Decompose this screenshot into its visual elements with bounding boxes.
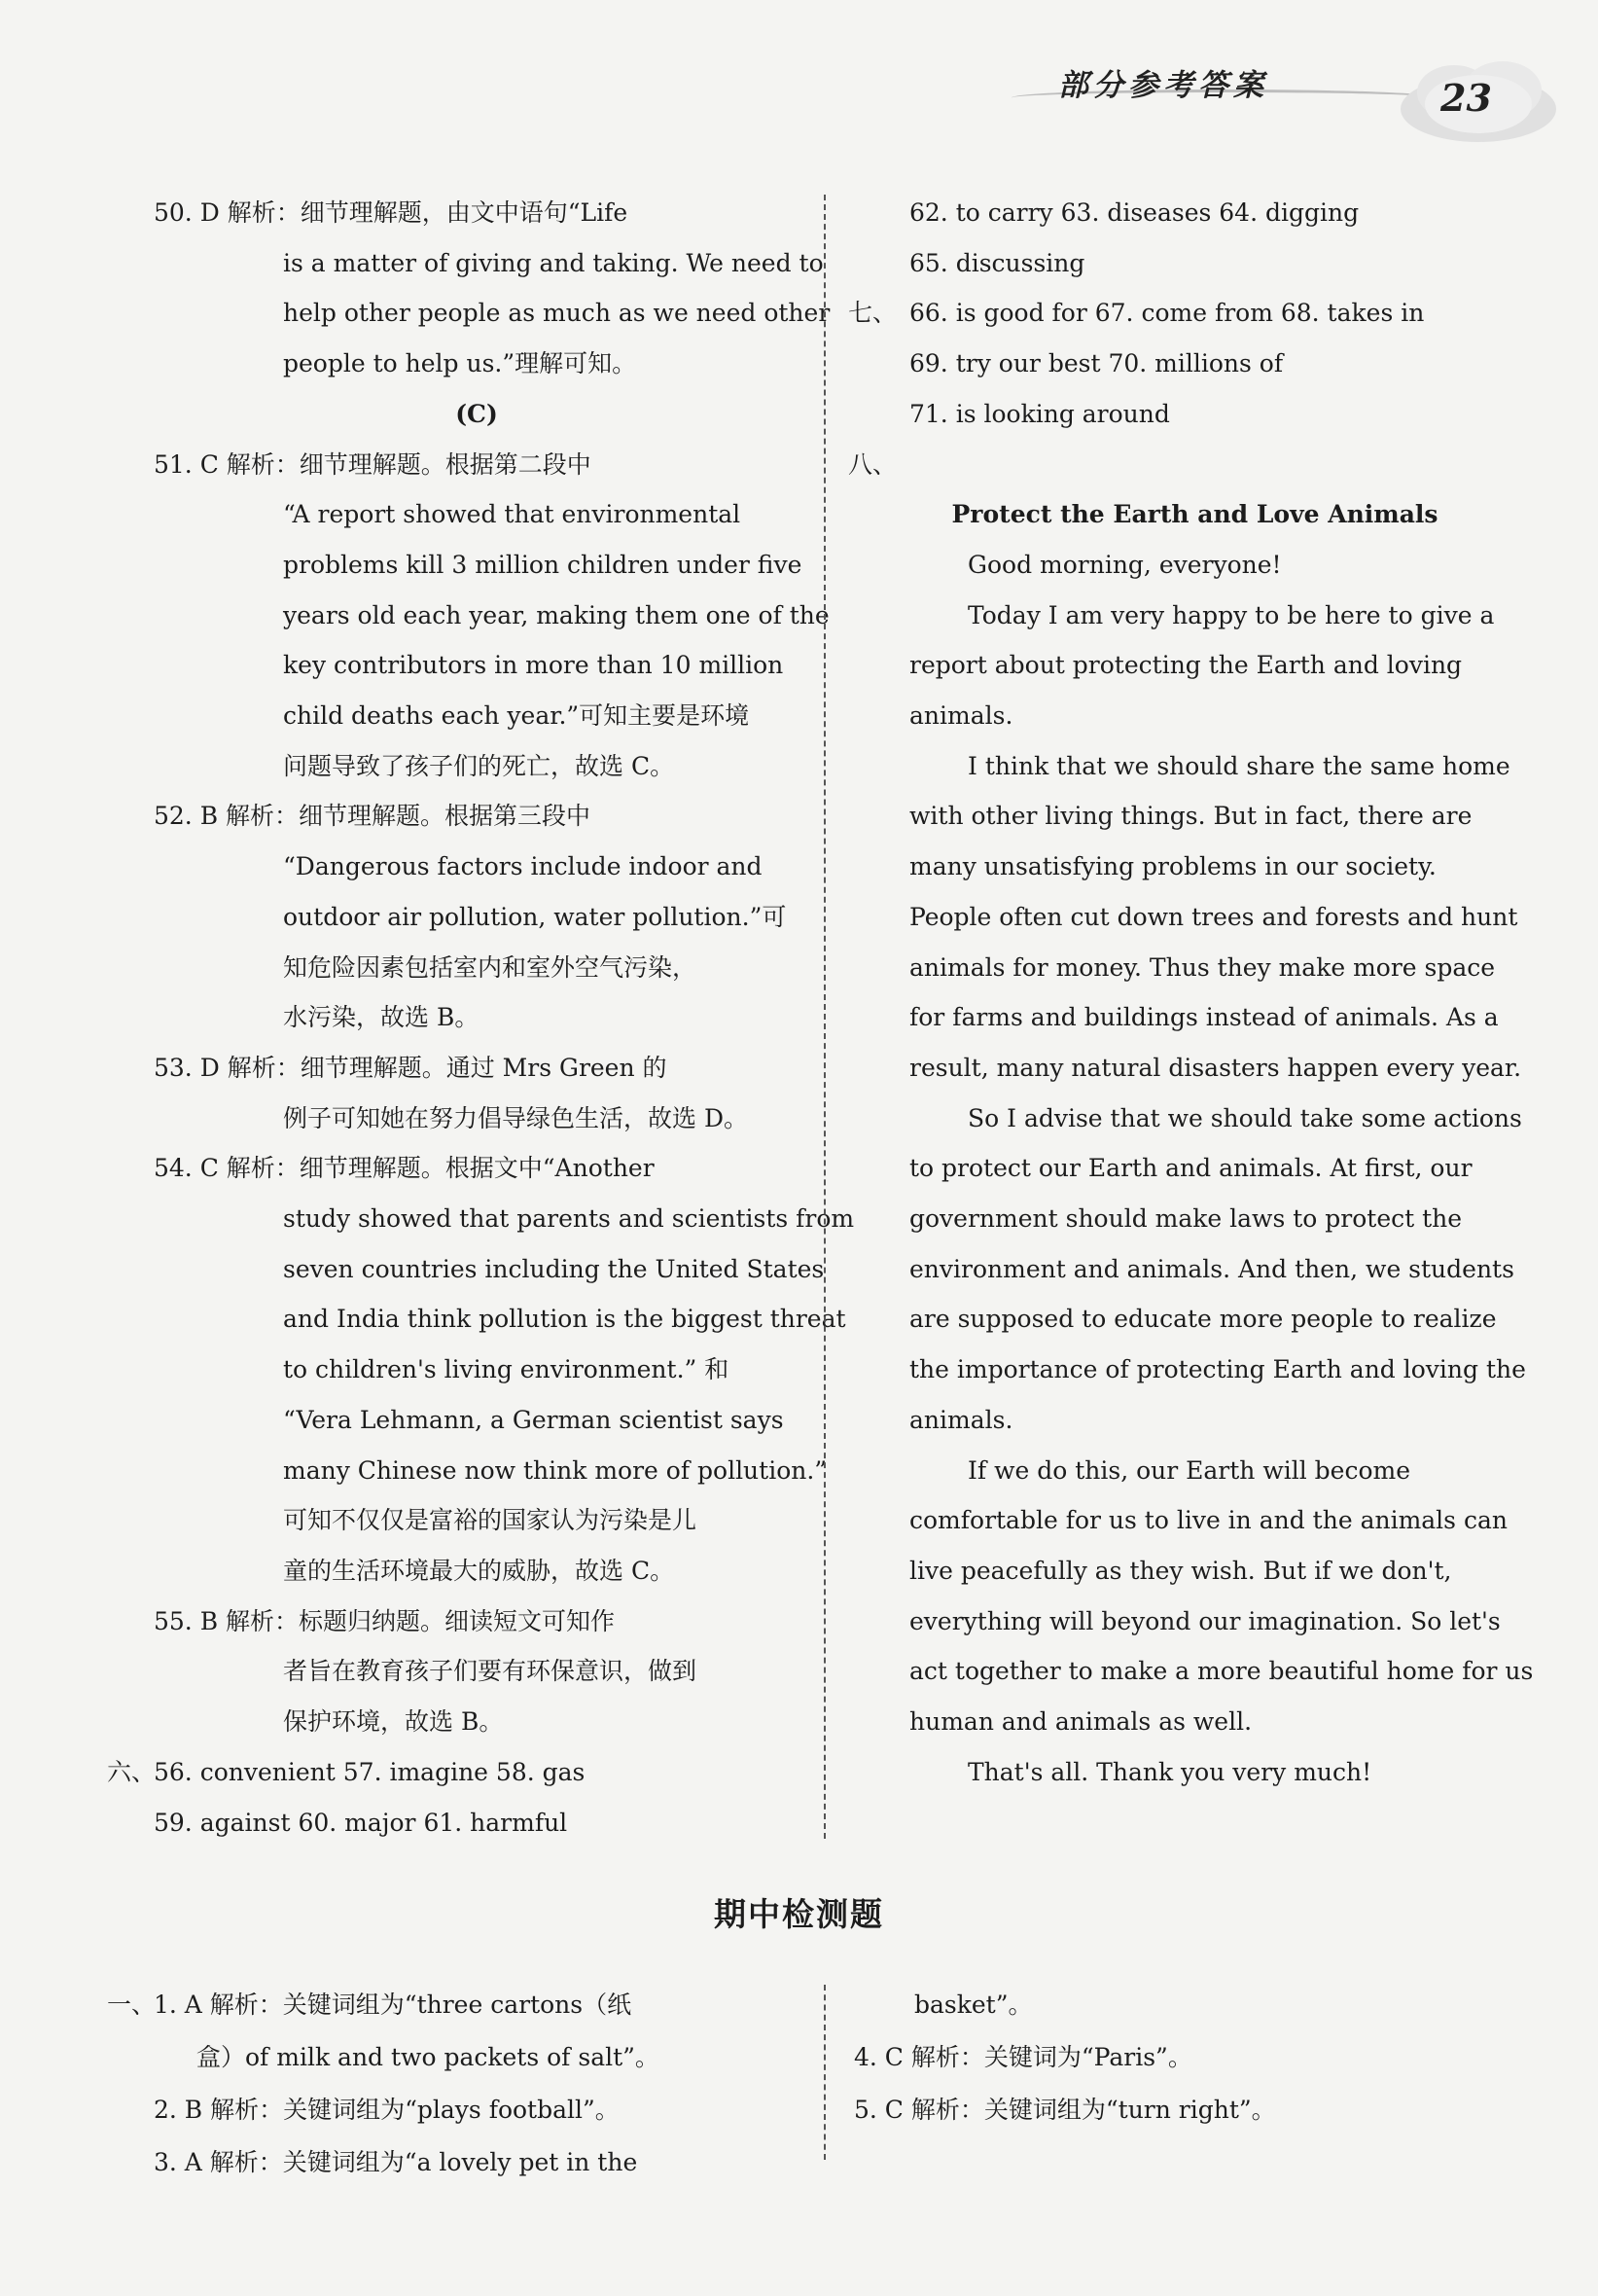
essay-line: everything will beyond our imagination. So let's [909, 1606, 1501, 1635]
answer-line: 59. against 60. major 61. harmful [154, 1808, 568, 1837]
section-c-label: (C) [455, 399, 498, 428]
essay-line: environment and animals. And then, we students [909, 1254, 1514, 1283]
answer-line: 52. B 解析：细节理解题。根据第三段中 [154, 802, 591, 831]
answer-line: 保护环境，故选 B。 [283, 1707, 504, 1737]
answer-line: is a matter of giving and taking. We need to [283, 248, 824, 277]
essay-line: live peacefully as they wish. But if we don't, [909, 1556, 1452, 1585]
answer-line: people to help us.”理解可知。 [283, 349, 637, 378]
answer-line: outdoor air pollution, water pollution.”可 [283, 902, 787, 931]
essay-line: government should make laws to protect the [909, 1204, 1463, 1234]
answer-line: 3. A 解析：关键词组为“a lovely pet in the [154, 2148, 638, 2176]
answer-line: many Chinese now think more of pollution.” [283, 1455, 828, 1485]
answer-line: 4. C 解析：关键词为“Paris”。 [854, 2043, 1192, 2071]
answer-line [107, 1747, 799, 1798]
essay-line: People often cut down trees and forests and hunt [909, 902, 1518, 931]
answer-text: 66. is good for 67. come from 68. takes in [909, 299, 1425, 328]
right-column [848, 188, 1534, 1798]
answer-line: child deaths each year.”可知主要是环境 [283, 701, 750, 731]
header-title: 部分参考答案 [1058, 68, 1268, 103]
answer-line: problems kill 3 million children under five [283, 550, 802, 579]
essay-line: the importance of protecting Earth and loving the [909, 1355, 1526, 1384]
essay-greeting: Good morning, everyone! [968, 550, 1282, 579]
answer-line: 55. B 解析：标题归纳题。细读短文可知作 [154, 1606, 616, 1635]
answer-line: study showed that parents and scientists from [283, 1204, 855, 1234]
answer-line: 知危险因素包括室内和室外空气污染， [283, 952, 697, 982]
answer-line: 可知不仅仅是富裕的国家认为污染是儿 [283, 1506, 697, 1535]
answer-text: 56. convenient 57. imagine 58. gas [154, 1757, 586, 1786]
answer-line: 例子可知她在努力倡导绿色生活，故选 D。 [283, 1103, 748, 1132]
left-column [107, 188, 855, 1848]
answer-line: “Dangerous factors include indoor and [283, 852, 763, 881]
section-one-label: 一、 [107, 1991, 157, 2019]
midterm-left-column [107, 1979, 799, 2189]
essay-line: for farms and buildings instead of animals. As a [909, 1003, 1499, 1032]
answer-line: 54. C 解析：细节理解题。根据文中“Another [154, 1154, 655, 1183]
page-header [1012, 51, 1556, 148]
answer-line: “Vera Lehmann, a German scientist says [283, 1405, 784, 1434]
answer-line: 65. discussing [909, 248, 1085, 277]
essay-line: Today I am very happy to be here to give a [968, 600, 1495, 629]
essay-line: I think that we should share the same home [968, 751, 1510, 780]
section-eight-label: 八、 [848, 449, 898, 479]
essay-line: to protect our Earth and animals. At first, our [909, 1154, 1473, 1183]
answer-line: 62. to carry 63. diseases 64. digging [909, 198, 1360, 227]
essay-line: So I advise that we should take some actions [968, 1103, 1522, 1132]
essay-line: many unsatisfying problems in our society. [909, 852, 1437, 881]
answer-text: 1. A 解析：关键词组为“three cartons（纸 [154, 1991, 632, 2019]
essay-line: result, many natural disasters happen every year. [909, 1053, 1522, 1082]
essay-line: animals. [909, 1405, 1013, 1434]
answer-line: seven countries including the United States [283, 1254, 825, 1283]
answer-line: and India think pollution is the biggest threat [283, 1305, 846, 1334]
answer-line: years old each year, making them one of the [283, 600, 830, 629]
answer-line: 者旨在教育孩子们要有环保意识，做到 [283, 1657, 697, 1686]
essay-line: animals for money. Thus they make more space [909, 952, 1496, 982]
midterm-title: 期中检测题 [714, 1895, 884, 1933]
essay-line: animals. [909, 701, 1013, 731]
answer-line: 问题导致了孩子们的死亡，故选 C。 [283, 751, 675, 780]
essay-title: Protect the Earth and Love Animals [951, 500, 1438, 529]
essay-line: human and animals as well. [909, 1707, 1253, 1737]
section-six-label: 六、 [107, 1757, 157, 1786]
answer-line: help other people as much as we need other [283, 299, 831, 328]
essay-closing: That's all. Thank you very much! [968, 1757, 1372, 1786]
answer-line: basket”。 [914, 1991, 1033, 2019]
answer-line: to children's living environment.” 和 [283, 1355, 729, 1384]
essay-line: comfortable for us to live in and the animals can [909, 1506, 1508, 1535]
page-number: 23 [1440, 76, 1492, 120]
answer-line: “A report showed that environmental [283, 500, 741, 529]
section-seven-label: 七、 [848, 299, 898, 328]
answer-line: 5. C 解析：关键词组为“turn right”。 [854, 2096, 1276, 2124]
answer-line: 童的生活环境最大的威胁，故选 C。 [283, 1556, 675, 1585]
essay-line: act together to make a more beautiful home for us [909, 1657, 1534, 1686]
answer-line: 53. D 解析：细节理解题。通过 Mrs Green 的 [154, 1053, 667, 1082]
answer-line: 69. try our best 70. millions of [909, 349, 1284, 378]
answer-line: 71. is looking around [909, 399, 1170, 428]
essay-line: are supposed to educate more people to realize [909, 1305, 1497, 1334]
essay-line: report about protecting the Earth and loving [909, 651, 1463, 680]
answer-line: 2. B 解析：关键词组为“plays football”。 [154, 2096, 620, 2124]
answer-line [107, 1979, 799, 2031]
answer-line: 50. D 解析：细节理解题，由文中语句“Life [154, 198, 628, 227]
essay-line: If we do this, our Earth will become [968, 1455, 1411, 1485]
answer-line [848, 288, 1480, 339]
answer-line: 盒）of milk and two packets of salt”。 [196, 2043, 659, 2071]
answer-line: 水污染，故选 B。 [283, 1003, 479, 1032]
essay-line: with other living things. But in fact, there are [909, 802, 1473, 831]
answer-line: key contributors in more than 10 million [283, 651, 784, 680]
answer-line: 51. C 解析：细节理解题。根据第二段中 [154, 449, 591, 479]
column-divider [824, 195, 826, 1839]
midterm-right-column [854, 1979, 1498, 2136]
column-divider [824, 1985, 826, 2160]
